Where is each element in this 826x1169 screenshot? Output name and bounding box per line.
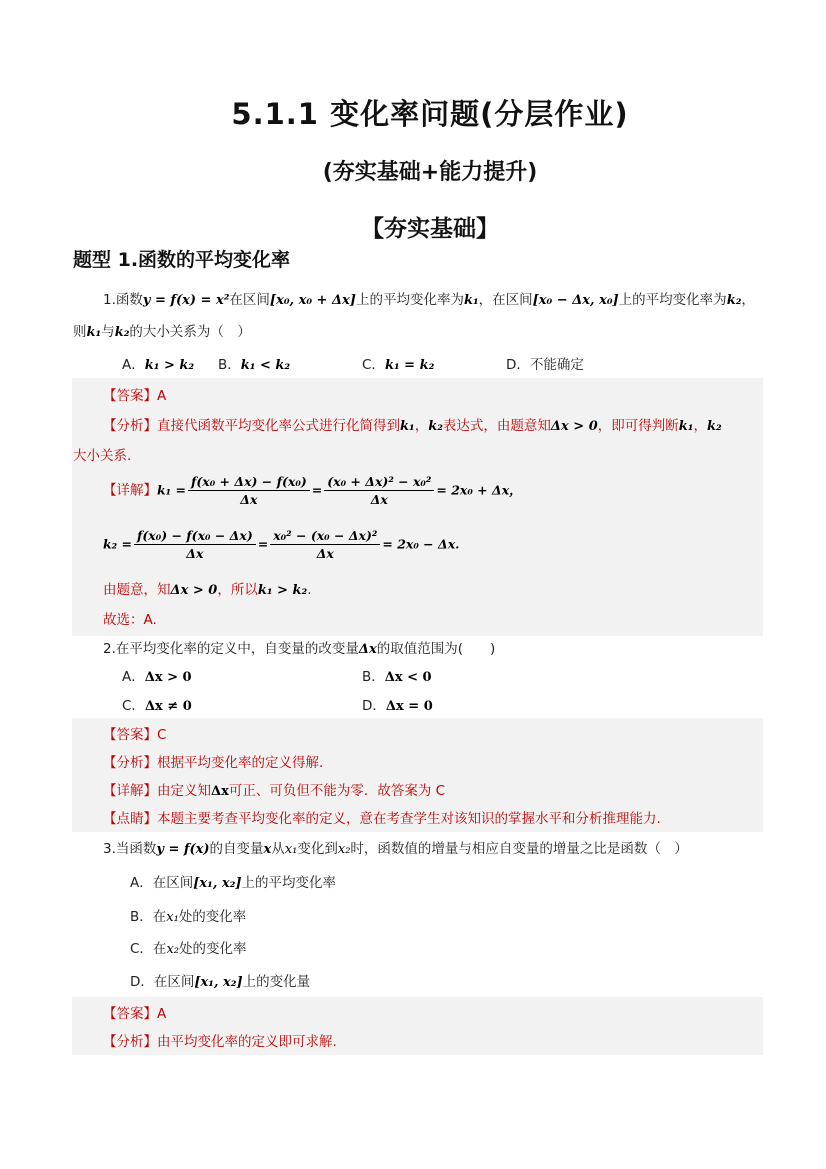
q1-answer: 【答案】A [103, 388, 167, 404]
q2-stem: 2.在平均变化率的定义中，自变量的改变量Δx的取值范围为( ) [103, 641, 496, 657]
q2-option-b: B．Δx < 0 [362, 669, 432, 685]
q2-option-a: A．Δx > 0 [122, 669, 192, 685]
q3-option-d: D．在区间[x₁, x₂]上的变化量 [130, 974, 311, 990]
q3-option-c: C．在x₂处的变化率 [130, 941, 247, 957]
q2-comment: 【点睛】本题主要考查平均变化率的定义，意在考查学生对该知识的掌握水平和分析推理能力. [103, 811, 661, 827]
q3-stem: 3.当函数y = f(x)的自变量x从x₁变化到x₂时，函数值的增量与相应自变量的增量之比是函数（ ） [103, 841, 688, 857]
q3-option-a: A．在区间[x₁, x₂]上的平均变化率 [130, 875, 336, 891]
q1-choice: 故选：A. [103, 612, 157, 628]
q2-option-d: D．Δx = 0 [362, 698, 433, 714]
q1-stem-line2: 则k₁与k₂的大小关系为（ ） [73, 324, 251, 340]
q1-stem-line1: 1.函数y = f(x) = x²在区间[x₀, x₀ + Δx]上的平均变化率为k₁，在区间[x₀ − Δx, x₀]上的平均变化率为k₂， [103, 292, 755, 308]
q3-analysis: 【分析】由平均变化率的定义即可求解. [103, 1034, 337, 1050]
q1-option-a: A．k₁ > k₂ [122, 357, 195, 373]
q2-option-c: C．Δx ≠ 0 [122, 698, 192, 714]
page-subtitle: (夯实基础+能力提升) [322, 160, 538, 185]
q2-detail: 【详解】由定义知Δx可正、可负但不能为零．故答案为 C [103, 783, 446, 799]
q1-option-c: C．k₁ = k₂ [362, 357, 435, 373]
q1-analysis-line2: 大小关系. [73, 448, 132, 464]
section-heading: 【夯实基础】 [361, 216, 499, 242]
page-title: 5.1.1 变化率问题(分层作业) [231, 97, 629, 131]
question-type-heading: 题型 1.函数的平均变化率 [73, 249, 291, 271]
q1-conclusion: 由题意，知Δx > 0，所以k₁ > k₂. [103, 582, 312, 598]
q2-answer: 【答案】C [103, 727, 167, 743]
q3-option-b: B．在x₁处的变化率 [130, 909, 247, 925]
q1-detail-eq1: 【详解】k₁ = $\frac{\text{f(x₀ + Δx) − f(x₀)}}{\Delta x}$ = $\frac{\text{(x₀ + Δx)² − x₀²}}{\Delta x}$ = 2x₀ + Δx， [103, 474, 522, 507]
q1-option-d: D．不能确定 [506, 357, 584, 373]
q1-detail-eq2: k₂ = $\frac{\text{f(x₀) − f(x₀ − Δx)}}{\Delta x}$ = $\frac{\text{x₀² − (x₀ − Δx)²}}{\Delta x}$ = 2x₀ − Δx. [103, 528, 460, 561]
q1-analysis-line1: 【分析】直接代函数平均变化率公式进行化简得到k₁，k₂表达式，由题意知Δx > 0，即可得判断k₁，k₂ [103, 418, 722, 434]
q2-analysis: 【分析】根据平均变化率的定义得解. [103, 755, 324, 771]
q1-option-b: B．k₁ < k₂ [218, 357, 291, 373]
q3-answer: 【答案】A [103, 1006, 167, 1022]
